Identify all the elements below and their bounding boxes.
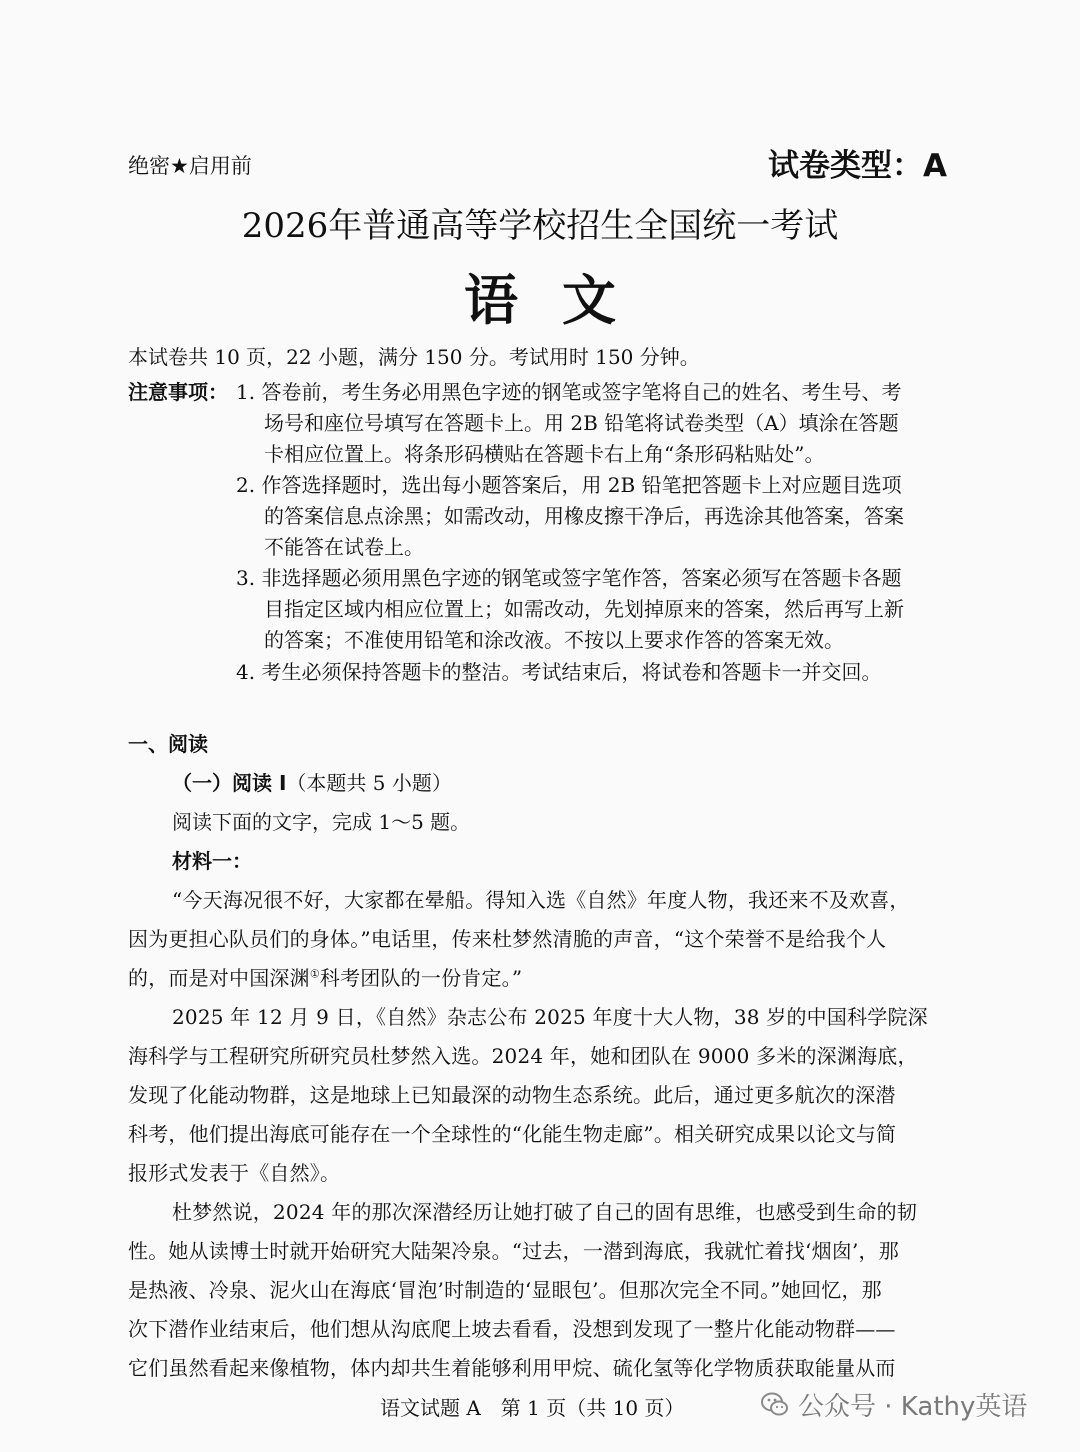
paragraph-line: 杜梦然说，2024 年的那次深潜经历让她打破了自己的固有思维，也感受到生命的韧 — [172, 1200, 918, 1224]
exam-title: 2026年普通高等学校招生全国统一考试 — [241, 206, 839, 246]
paragraph-line: 报形式发表于《自然》。 — [128, 1161, 341, 1185]
notice-item-1: 1. 答卷前，考生务必用黑色字迹的钢笔或签字笔将自己的姓名、考生号、考 — [236, 380, 902, 404]
subsection-title-bold: （一）阅读 I — [172, 771, 287, 795]
reading-instruction: 阅读下面的文字，完成 1～5 题。 — [172, 810, 471, 834]
paragraph-line: 因为更担心队员们的身体。”电话里，传来杜梦然清脆的声音，“这个荣誉不是给我个人 — [128, 927, 887, 951]
paragraph-line: “今天海况很不好，大家都在晕船。得知入选《自然》年度人物，我还来不及欢喜， — [172, 888, 910, 912]
paragraph-line: 科考，他们提出海底可能存在一个全球性的“化能生物走廊”。相关研究成果以论文与简 — [128, 1122, 897, 1146]
section-title: 一、阅读 — [128, 732, 208, 756]
notice-item-3: 3. 非选择题必须用黑色字迹的钢笔或签字笔作答，答案必须写在答题卡各题 — [236, 566, 902, 590]
page-footer: 语文试题 A 第 1 页（共 10 页） — [380, 1396, 685, 1420]
paragraph-line: 海科学与工程研究所研究员杜梦然入选。2024 年，她和团队在 9000 多米的深渊海底， — [128, 1044, 918, 1068]
confidential-label: 绝密★启用前 — [128, 154, 252, 178]
material-label: 材料一： — [172, 849, 252, 873]
notice-item-3-cont: 的答案；不准使用铅笔和涂改液。不按以上要求作答的答案无效。 — [264, 628, 844, 652]
watermark-text: 公众号 · Kathy英语 — [798, 1392, 1028, 1422]
paragraph-line: 2025 年 12 月 9 日，《自然》杂志公布 2025 年度十大人物，38 岁的中国科学院深 — [172, 1005, 928, 1029]
paper-intro: 本试卷共 10 页，22 小题，满分 150 分。考试用时 150 分钟。 — [128, 345, 700, 369]
notice-item-1-cont: 场号和座位号填写在答题卡上。用 2B 铅笔将试卷类型（A）填涂在答题 — [264, 411, 899, 435]
subsection-title — [172, 771, 452, 795]
paragraph-line: 性。她从读博士时就开始研究大陆架冷泉。“过去，一潜到海底，我就忙着找‘烟囱’，那 — [128, 1239, 899, 1263]
notice-item-2: 2. 作答选择题时，选出每小题答案后，用 2B 铅笔把答题卡上对应题目选项 — [236, 473, 902, 497]
paragraph-text: 科考团队的一份肯定。” — [319, 966, 523, 990]
paragraph-line: 它们虽然看起来像植物，体内却共生着能够利用甲烷、硫化氢等化学物质获取能量从而 — [128, 1356, 896, 1380]
notice-item-2-cont: 不能答在试卷上。 — [264, 535, 424, 559]
paragraph-line: 是热液、冷泉、泥火山在海底‘冒泡’时制造的‘显眼包’。但那次完全不同。”她回忆，那 — [128, 1278, 882, 1302]
paragraph-line: 次下潜作业结束后，他们想从沟底爬上坡去看看，没想到发现了一整片化能动物群—— — [128, 1317, 896, 1341]
notice-item-4: 4. 考生必须保持答题卡的整洁。考试结束后，将试卷和答题卡一并交回。 — [236, 660, 882, 684]
notice-item-2-cont: 的答案信息点涂黑；如需改动，用橡皮擦干净后，再选涂其他答案，答案 — [264, 504, 904, 528]
notice-item-1-cont: 卡相应位置上。将条形码横贴在答题卡右上角“条形码粘贴处”。 — [264, 442, 825, 466]
paper-type: 试卷类型：A — [768, 148, 947, 184]
paragraph-line — [128, 966, 522, 990]
subsection-title-note: （本题共 5 小题） — [286, 771, 452, 795]
paragraph-text: 的，而是对中国深渊 — [128, 966, 310, 990]
notice-label: 注意事项： — [128, 380, 228, 404]
notice-item-3-cont: 目指定区域内相应位置上；如需改动，先划掉原来的答案，然后再写上新 — [264, 597, 904, 621]
wechat-icon — [760, 1390, 790, 1420]
subject-title: 语文 — [464, 268, 660, 332]
footnote-marker: ① — [309, 967, 320, 981]
paragraph-line: 发现了化能动物群，这是地球上已知最深的动物生态系统。此后，通过更多航次的深潜 — [128, 1083, 896, 1107]
watermark — [760, 1386, 1027, 1423]
